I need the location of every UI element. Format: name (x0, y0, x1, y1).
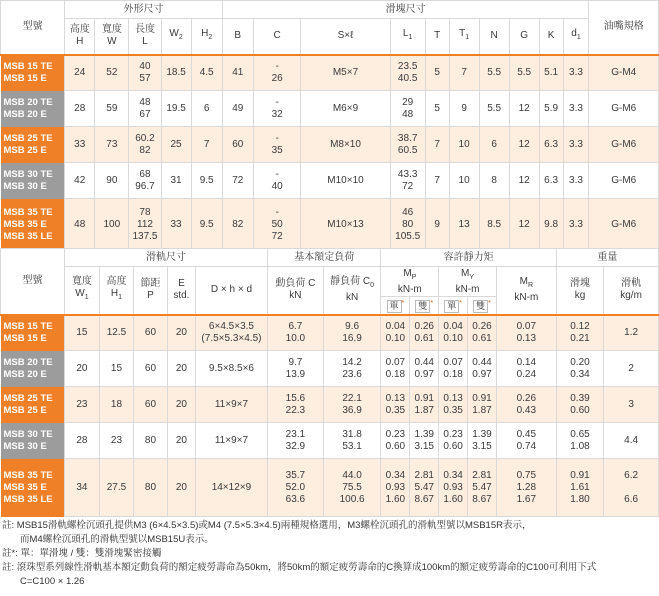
value-cell: 11×9×7 (195, 423, 267, 459)
value-cell: 44.0 75.5 100.6 (323, 459, 381, 517)
value-cell: 3.3 (563, 91, 589, 127)
value-cell: 0.26 0.43 (496, 387, 556, 423)
value-cell: - 26 (253, 55, 301, 91)
value-cell: 6×4.5×3.5 (7.5×5.3×4.5) (195, 315, 267, 351)
value-cell: 0.91 1.61 1.80 (556, 459, 603, 517)
value-cell: G-M6 (589, 199, 659, 251)
value-cell: 0.14 0.24 (496, 351, 556, 387)
value-cell: 0.26 0.61 (468, 315, 497, 351)
table-row (1, 459, 659, 517)
col-header: $H_2$ (191, 19, 222, 55)
value-cell: 9.5 (191, 199, 222, 251)
table-row (1, 423, 659, 459)
value-cell: 46 80 105.5 (390, 199, 425, 251)
value-cell: 15 (64, 315, 99, 351)
block-dim-header: 滑塊尺寸 (222, 1, 589, 19)
col-header: 高度 $H_1$ (99, 267, 133, 315)
value-cell: 9.8 (539, 199, 563, 251)
value-cell: 6.7 10.0 (268, 315, 324, 351)
value-cell: 9.5 (191, 163, 222, 199)
value-cell: 52 (95, 55, 129, 91)
value-cell: 12.5 (99, 315, 133, 351)
col-header: 節距 P (133, 267, 167, 315)
value-cell: 43.3 72 (390, 163, 425, 199)
value-cell: 9.6 16.9 (323, 315, 381, 351)
value-cell: 0.13 0.35 (439, 387, 468, 423)
value-cell: 0.04 0.10 (381, 315, 410, 351)
value-cell: 5.5 (479, 55, 509, 91)
value-cell: 9.7 13.9 (268, 351, 324, 387)
value-cell: 5.5 (479, 91, 509, 127)
value-cell: 38.7 60.5 (390, 127, 425, 163)
single-block-header: 單 * (439, 297, 468, 315)
value-cell: 6 (191, 91, 222, 127)
value-cell: 6.3 (539, 163, 563, 199)
load-table (0, 248, 659, 517)
value-cell: 49 (222, 91, 253, 127)
value-cell: G-M4 (589, 55, 659, 91)
note-3-formula: C=C100 × 1.26 (20, 576, 85, 587)
value-cell: 12 (509, 91, 539, 127)
value-cell: 8 (479, 163, 509, 199)
value-cell: 60 (133, 315, 167, 351)
value-cell: 82 (222, 199, 253, 251)
value-cell: 0.26 0.61 (410, 315, 439, 351)
value-cell: 3.3 (563, 127, 589, 163)
col-header: T (425, 19, 449, 55)
value-cell: 12 (509, 127, 539, 163)
value-cell: 31.8 53.1 (323, 423, 381, 459)
value-cell: 0.20 0.34 (556, 351, 603, 387)
value-cell: 13 (449, 199, 479, 251)
value-cell: 0.44 0.97 (468, 351, 497, 387)
value-cell: 28 (65, 91, 95, 127)
table-row (1, 163, 659, 199)
model-cell: MSB 30 TE MSB 30 E (1, 163, 65, 199)
value-cell: 23.5 40.5 (390, 55, 425, 91)
value-cell: M10×13 (301, 199, 390, 251)
value-cell: 34 (64, 459, 99, 517)
value-cell: 60.2 82 (129, 127, 161, 163)
col-header: $d_1$ (563, 19, 589, 55)
col-header: $T_1$ (449, 19, 479, 55)
value-cell: 29 48 (390, 91, 425, 127)
table-row (1, 91, 659, 127)
value-cell: 23 (99, 423, 133, 459)
model-header: 型號 (1, 249, 65, 315)
rail-dim-header: 滑軌尺寸 (64, 249, 267, 267)
value-cell: 22.1 36.9 (323, 387, 381, 423)
col-header: 高度 H (65, 19, 95, 55)
value-cell: 4.5 (191, 55, 222, 91)
value-cell: 35.7 52.0 63.6 (268, 459, 324, 517)
footnotes (2, 519, 657, 589)
value-cell: 41 (222, 55, 253, 91)
value-cell: 18 (99, 387, 133, 423)
value-cell: 20 (64, 351, 99, 387)
note-1b: 而M4螺栓沉頭孔的滑軌型號以MSB15U表示。 (20, 534, 214, 545)
value-cell: 0.75 1.28 1.67 (496, 459, 556, 517)
value-cell: 14×12×9 (195, 459, 267, 517)
model-cell: MSB 35 TE MSB 35 E MSB 35 LE (1, 459, 65, 517)
value-cell: 6.3 (539, 127, 563, 163)
my-header: $M_Y$ kN-m (439, 267, 497, 297)
value-cell: 5.1 (539, 55, 563, 91)
value-cell: - 32 (253, 91, 301, 127)
col-header: S×ℓ (301, 19, 390, 55)
value-cell: 0.12 0.21 (556, 315, 603, 351)
col-header: N (479, 19, 509, 55)
oil-header: 油嘴規格 (589, 1, 659, 55)
table-row (1, 127, 659, 163)
value-cell: 25 (161, 127, 191, 163)
model-cell: MSB 30 TE MSB 30 E (1, 423, 65, 459)
value-cell: 20 (168, 387, 196, 423)
value-cell: 73 (95, 127, 129, 163)
value-cell: 20 (168, 459, 196, 517)
value-cell: 0.07 0.18 (381, 351, 410, 387)
rail-weight-header: 滑軌 kg/m (604, 267, 659, 315)
value-cell: 0.23 0.60 (439, 423, 468, 459)
value-cell: 5 (425, 91, 449, 127)
value-cell: 59 (95, 91, 129, 127)
col-header: $L_1$ (390, 19, 425, 55)
value-cell: 23.1 32.9 (268, 423, 324, 459)
value-cell: 33 (65, 127, 95, 163)
model-cell: MSB 25 TE MSB 25 E (1, 127, 65, 163)
value-cell: G-M6 (589, 127, 659, 163)
value-cell: 0.45 0.74 (496, 423, 556, 459)
value-cell: 7 (425, 163, 449, 199)
value-cell: 0.34 0.93 1.60 (381, 459, 410, 517)
value-cell: 3.3 (563, 55, 589, 91)
col-header: 寬度 $W_1$ (64, 267, 99, 315)
value-cell: 0.13 0.35 (381, 387, 410, 423)
table-row (1, 387, 659, 423)
value-cell: 5.5 (509, 55, 539, 91)
col-header: G (509, 19, 539, 55)
model-cell: MSB 15 TE MSB 15 E (1, 55, 65, 91)
col-header: C (253, 19, 301, 55)
value-cell: 72 (222, 163, 253, 199)
value-cell: 9 (449, 91, 479, 127)
value-cell: 33 (161, 199, 191, 251)
value-cell: 15 (99, 351, 133, 387)
single-block-header: 單 * (381, 297, 410, 315)
double-block-header: 雙 * (410, 297, 439, 315)
col-header: D × h × d (195, 267, 267, 315)
value-cell: 2 (604, 351, 659, 387)
note-3: 註: 滾珠型系列線性滑軌基本額定動負荷的額定疲勞壽命為50km，將50km的額定疲勞壽命的C換算成100km的額定疲勞壽命的C100可利用下式 (2, 562, 597, 573)
rated-load-header: 基本額定負荷 (268, 249, 381, 267)
value-cell: 3 (604, 387, 659, 423)
value-cell: 0.39 0.60 (556, 387, 603, 423)
dimension-table (0, 0, 659, 251)
value-cell: 0.44 0.97 (410, 351, 439, 387)
mr-header: $M_R$ kN-m (496, 267, 556, 315)
value-cell: M5×7 (301, 55, 390, 91)
value-cell: M8×10 (301, 127, 390, 163)
value-cell: 60 (133, 387, 167, 423)
value-cell: 3.3 (563, 163, 589, 199)
value-cell: 42 (65, 163, 95, 199)
col-header: 寬度 W (95, 19, 129, 55)
value-cell: 0.65 1.08 (556, 423, 603, 459)
value-cell: 1.39 3.15 (410, 423, 439, 459)
static-moment-header: 容許靜力矩 (381, 249, 556, 267)
value-cell: 0.23 0.60 (381, 423, 410, 459)
value-cell: 15.6 22.3 (268, 387, 324, 423)
value-cell: 2.81 5.47 8.67 (410, 459, 439, 517)
model-cell: MSB 20 TE MSB 20 E (1, 351, 65, 387)
note-2: 註*: 單：單滑塊 / 雙：雙滑塊緊密接觸 (2, 548, 162, 559)
value-cell: G-M6 (589, 163, 659, 199)
value-cell: 9.5×8.5×6 (195, 351, 267, 387)
value-cell: 5.9 (539, 91, 563, 127)
value-cell: 5 (425, 55, 449, 91)
value-cell: - 50 72 (253, 199, 301, 251)
value-cell: 48 67 (129, 91, 161, 127)
value-cell: 2.81 5.47 8.67 (468, 459, 497, 517)
value-cell: M10×10 (301, 163, 390, 199)
value-cell: 60 (222, 127, 253, 163)
outer-dim-header: 外形尺寸 (65, 1, 223, 19)
model-header: 型號 (1, 1, 65, 55)
value-cell: 28 (64, 423, 99, 459)
value-cell: 11×9×7 (195, 387, 267, 423)
value-cell: 100 (95, 199, 129, 251)
value-cell: 6 (479, 127, 509, 163)
col-header: K (539, 19, 563, 55)
value-cell: 68 96.7 (129, 163, 161, 199)
value-cell: 31 (161, 163, 191, 199)
value-cell: 20 (168, 315, 196, 351)
value-cell: 1.2 (604, 315, 659, 351)
value-cell: M6×9 (301, 91, 390, 127)
value-cell: 20 (168, 351, 196, 387)
value-cell: 9 (425, 199, 449, 251)
value-cell: 6.2 6.6 (604, 459, 659, 517)
table-row (1, 315, 659, 351)
value-cell: 90 (95, 163, 129, 199)
value-cell: 12 (509, 199, 539, 251)
value-cell: 12 (509, 163, 539, 199)
value-cell: 0.07 0.18 (439, 351, 468, 387)
table-row (1, 55, 659, 91)
value-cell: 1.39 3.15 (468, 423, 497, 459)
col-header: E std. (168, 267, 196, 315)
value-cell: 8.5 (479, 199, 509, 251)
col-header: 長度 L (129, 19, 161, 55)
value-cell: 7 (449, 55, 479, 91)
mp-header: $M_P$ kN-m (381, 267, 439, 297)
note-1: 註: MSB15滑軌螺栓沉頭孔提供M3 (6×4.5×3.5)或M4 (7.5×5.3×4.5)兩種規格選用，M3螺栓沉頭孔的滑軌型號以MSB15R表示， (2, 520, 532, 531)
value-cell: 23 (64, 387, 99, 423)
value-cell: 4.4 (604, 423, 659, 459)
table-row (1, 351, 659, 387)
col-header: 動負荷 C kN (268, 267, 324, 315)
value-cell: G-M6 (589, 91, 659, 127)
model-cell: MSB 25 TE MSB 25 E (1, 387, 65, 423)
value-cell: 0.07 0.13 (496, 315, 556, 351)
value-cell: 14.2 23.6 (323, 351, 381, 387)
model-cell: MSB 15 TE MSB 15 E (1, 315, 65, 351)
value-cell: 78 112 137.5 (129, 199, 161, 251)
value-cell: 0.91 1.87 (468, 387, 497, 423)
value-cell: 7 (191, 127, 222, 163)
value-cell: 60 (133, 351, 167, 387)
value-cell: 80 (133, 459, 167, 517)
value-cell: - 40 (253, 163, 301, 199)
value-cell: - 35 (253, 127, 301, 163)
value-cell: 24 (65, 55, 95, 91)
value-cell: 7 (425, 127, 449, 163)
value-cell: 48 (65, 199, 95, 251)
value-cell: 10 (449, 127, 479, 163)
block-weight-header: 滑塊 kg (556, 267, 603, 315)
value-cell: 0.04 0.10 (439, 315, 468, 351)
col-header: $W_2$ (161, 19, 191, 55)
value-cell: 0.34 0.93 1.60 (439, 459, 468, 517)
model-cell: MSB 20 TE MSB 20 E (1, 91, 65, 127)
model-cell: MSB 35 TE MSB 35 E MSB 35 LE (1, 199, 65, 251)
table-row (1, 199, 659, 251)
col-header: B (222, 19, 253, 55)
value-cell: 0.91 1.87 (410, 387, 439, 423)
col-header: 靜負荷 $C_0$ kN (323, 267, 381, 315)
value-cell: 20 (168, 423, 196, 459)
double-block-header: 雙 * (468, 297, 497, 315)
value-cell: 10 (449, 163, 479, 199)
value-cell: 40 57 (129, 55, 161, 91)
value-cell: 19.5 (161, 91, 191, 127)
weight-header: 重量 (556, 249, 658, 267)
value-cell: 3.3 (563, 199, 589, 251)
value-cell: 27.5 (99, 459, 133, 517)
value-cell: 18.5 (161, 55, 191, 91)
value-cell: 80 (133, 423, 167, 459)
